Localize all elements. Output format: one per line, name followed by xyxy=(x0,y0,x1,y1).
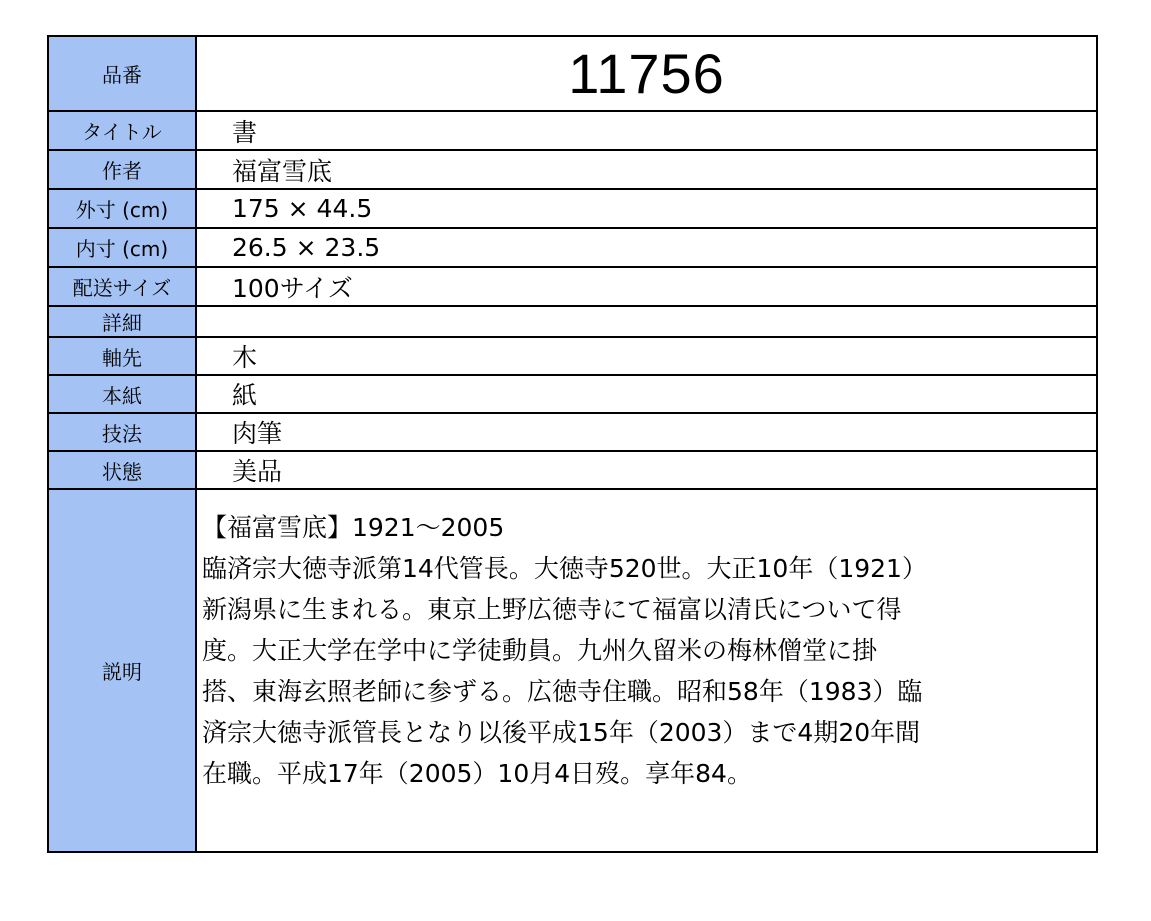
value-roller-ends: 木 xyxy=(196,337,1097,375)
label-product-number: 品番 xyxy=(48,36,196,111)
row-product-number xyxy=(48,36,1097,111)
value-description xyxy=(196,489,1097,852)
value-condition: 美品 xyxy=(196,451,1097,489)
row-roller-ends xyxy=(48,337,1097,375)
value-main-paper: 紙 xyxy=(196,375,1097,413)
value-technique: 肉筆 xyxy=(196,413,1097,451)
value-product-number: 11756 xyxy=(196,36,1097,111)
label-roller-ends: 軸先 xyxy=(48,337,196,375)
label-shipping-size: 配送サイズ xyxy=(48,267,196,306)
description-line: 搭、東海玄照老師に参ずる。広徳寺住職。昭和58年（1983）臨 xyxy=(202,677,923,706)
description-line: 済宗大徳寺派管長となり以後平成15年（2003）まで4期20年間 xyxy=(202,718,921,747)
label-title: タイトル xyxy=(48,111,196,150)
value-author: 福富雪底 xyxy=(196,150,1097,189)
row-outer-size xyxy=(48,189,1097,228)
value-details xyxy=(196,306,1097,337)
description-line: 新潟県に生まれる。東京上野広徳寺にて福富以清氏について得 xyxy=(202,595,902,624)
description-line: 【福富雪底】1921〜2005 xyxy=(202,513,505,542)
row-shipping-size xyxy=(48,267,1097,306)
description-line: 在職。平成17年（2005）10月4日歿。享年84。 xyxy=(202,759,752,788)
label-description: 説明 xyxy=(48,489,196,852)
row-technique xyxy=(48,413,1097,451)
item-spec-table xyxy=(47,35,1098,853)
label-inner-size: 内寸 (cm) xyxy=(48,228,196,267)
row-description xyxy=(48,489,1097,852)
label-author: 作者 xyxy=(48,150,196,189)
label-technique: 技法 xyxy=(48,413,196,451)
value-shipping-size: 100サイズ xyxy=(196,267,1097,306)
description-line: 度。大正大学在学中に学徒動員。九州久留米の梅林僧堂に掛 xyxy=(202,636,878,665)
description-line: 臨済宗大徳寺派第14代管長。大徳寺520世。大正10年（1921） xyxy=(202,554,927,583)
label-details: 詳細 xyxy=(48,306,196,337)
row-condition xyxy=(48,451,1097,489)
row-title xyxy=(48,111,1097,150)
value-outer-size: 175 × 44.5 xyxy=(196,189,1097,228)
row-inner-size xyxy=(48,228,1097,267)
label-condition: 状態 xyxy=(48,451,196,489)
label-outer-size: 外寸 (cm) xyxy=(48,189,196,228)
row-author xyxy=(48,150,1097,189)
label-main-paper: 本紙 xyxy=(48,375,196,413)
value-title: 書 xyxy=(196,111,1097,150)
value-inner-size: 26.5 × 23.5 xyxy=(196,228,1097,267)
row-main-paper xyxy=(48,375,1097,413)
row-details xyxy=(48,306,1097,337)
